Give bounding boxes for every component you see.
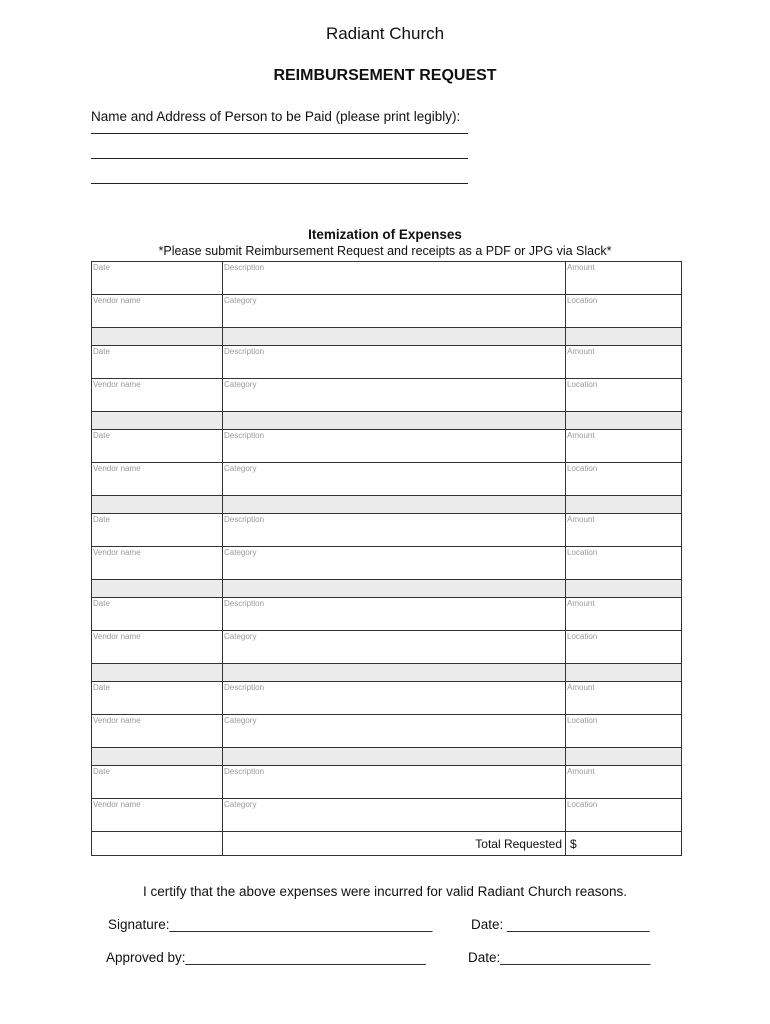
expense-separator-row (92, 412, 682, 430)
category-cell[interactable]: Category (223, 715, 566, 748)
vendor-cell[interactable]: Vendor name (92, 379, 223, 412)
category-cell[interactable]: Category (223, 463, 566, 496)
vendor-cell[interactable]: Vendor name (92, 547, 223, 580)
expense-separator-row (92, 580, 682, 598)
itemization-title: Itemization of Expenses (308, 227, 462, 242)
separator-cell (92, 748, 223, 766)
separator-cell (566, 748, 682, 766)
total-amount-field[interactable]: $ (566, 832, 682, 856)
expense-row-primary (92, 598, 682, 631)
separator-cell (223, 496, 566, 514)
amount-cell[interactable]: Amount (566, 598, 682, 631)
expense-row-secondary (92, 799, 682, 832)
location-cell[interactable]: Location (566, 715, 682, 748)
vendor-cell[interactable]: Vendor name (92, 715, 223, 748)
separator-cell (92, 412, 223, 430)
expense-row-secondary (92, 547, 682, 580)
separator-cell (92, 328, 223, 346)
description-cell[interactable]: Description (223, 598, 566, 631)
organization-name: Radiant Church (325, 24, 445, 43)
separator-cell (566, 412, 682, 430)
amount-cell[interactable]: Amount (566, 682, 682, 715)
date-cell[interactable]: Date (92, 682, 223, 715)
location-cell[interactable]: Location (566, 547, 682, 580)
location-cell[interactable]: Location (566, 379, 682, 412)
expense-separator-row (92, 748, 682, 766)
expense-row-secondary (92, 631, 682, 664)
expense-row-secondary (92, 379, 682, 412)
expenses-table (91, 261, 682, 856)
total-empty-cell (92, 832, 223, 856)
expense-row-primary (92, 346, 682, 379)
description-cell[interactable]: Description (223, 262, 566, 295)
amount-cell[interactable]: Amount (566, 514, 682, 547)
separator-cell (223, 664, 566, 682)
approval-date-line[interactable]: Date:____________________ (468, 950, 651, 965)
separator-cell (92, 580, 223, 598)
location-cell[interactable]: Location (566, 631, 682, 664)
date-cell[interactable]: Date (92, 598, 223, 631)
category-cell[interactable]: Category (223, 631, 566, 664)
separator-cell (92, 664, 223, 682)
total-row (92, 832, 682, 856)
date-cell[interactable]: Date (92, 262, 223, 295)
separator-cell (566, 664, 682, 682)
separator-cell (223, 328, 566, 346)
expense-separator-row (92, 664, 682, 682)
expense-row-primary (92, 430, 682, 463)
description-cell[interactable]: Description (223, 766, 566, 799)
signature-date-line[interactable]: Date: ___________________ (471, 917, 650, 932)
date-cell[interactable]: Date (92, 346, 223, 379)
separator-cell (566, 496, 682, 514)
expense-row-primary (92, 766, 682, 799)
amount-cell[interactable]: Amount (566, 262, 682, 295)
category-cell[interactable]: Category (223, 547, 566, 580)
expense-row-secondary (92, 295, 682, 328)
payee-line-2[interactable] (91, 158, 468, 159)
date-cell[interactable]: Date (92, 430, 223, 463)
category-cell[interactable]: Category (223, 799, 566, 832)
vendor-cell[interactable]: Vendor name (92, 799, 223, 832)
expense-separator-row (92, 496, 682, 514)
separator-cell (92, 496, 223, 514)
total-label: Total Requested (223, 832, 566, 856)
separator-cell (223, 748, 566, 766)
form-title: REIMBURSEMENT REQUEST (273, 67, 497, 84)
location-cell[interactable]: Location (566, 799, 682, 832)
expense-row-secondary (92, 715, 682, 748)
expense-row-primary (92, 514, 682, 547)
location-cell[interactable]: Location (566, 295, 682, 328)
date-cell[interactable]: Date (92, 766, 223, 799)
certification-statement: I certify that the above expenses were incurred for valid Radiant Church reasons. (142, 884, 627, 899)
separator-cell (223, 580, 566, 598)
separator-cell (566, 580, 682, 598)
description-cell[interactable]: Description (223, 682, 566, 715)
approval-line[interactable]: Approved by:________________________________ (106, 950, 426, 965)
date-cell[interactable]: Date (92, 514, 223, 547)
expense-row-primary (92, 262, 682, 295)
submission-note: *Please submit Reimbursement Request and receipts as a PDF or JPG via Slack* (158, 244, 612, 258)
expense-separator-row (92, 328, 682, 346)
amount-cell[interactable]: Amount (566, 430, 682, 463)
payee-line-1[interactable] (91, 133, 468, 134)
separator-cell (223, 412, 566, 430)
expense-row-secondary (92, 463, 682, 496)
vendor-cell[interactable]: Vendor name (92, 295, 223, 328)
amount-cell[interactable]: Amount (566, 766, 682, 799)
description-cell[interactable]: Description (223, 346, 566, 379)
description-cell[interactable]: Description (223, 514, 566, 547)
expense-row-primary (92, 682, 682, 715)
description-cell[interactable]: Description (223, 430, 566, 463)
amount-cell[interactable]: Amount (566, 346, 682, 379)
location-cell[interactable]: Location (566, 463, 682, 496)
payee-label: Name and Address of Person to be Paid (please print legibly): (91, 109, 461, 124)
vendor-cell[interactable]: Vendor name (92, 631, 223, 664)
signature-line[interactable]: Signature:___________________________________ (108, 917, 433, 932)
category-cell[interactable]: Category (223, 295, 566, 328)
category-cell[interactable]: Category (223, 379, 566, 412)
payee-line-3[interactable] (91, 183, 468, 184)
vendor-cell[interactable]: Vendor name (92, 463, 223, 496)
separator-cell (566, 328, 682, 346)
